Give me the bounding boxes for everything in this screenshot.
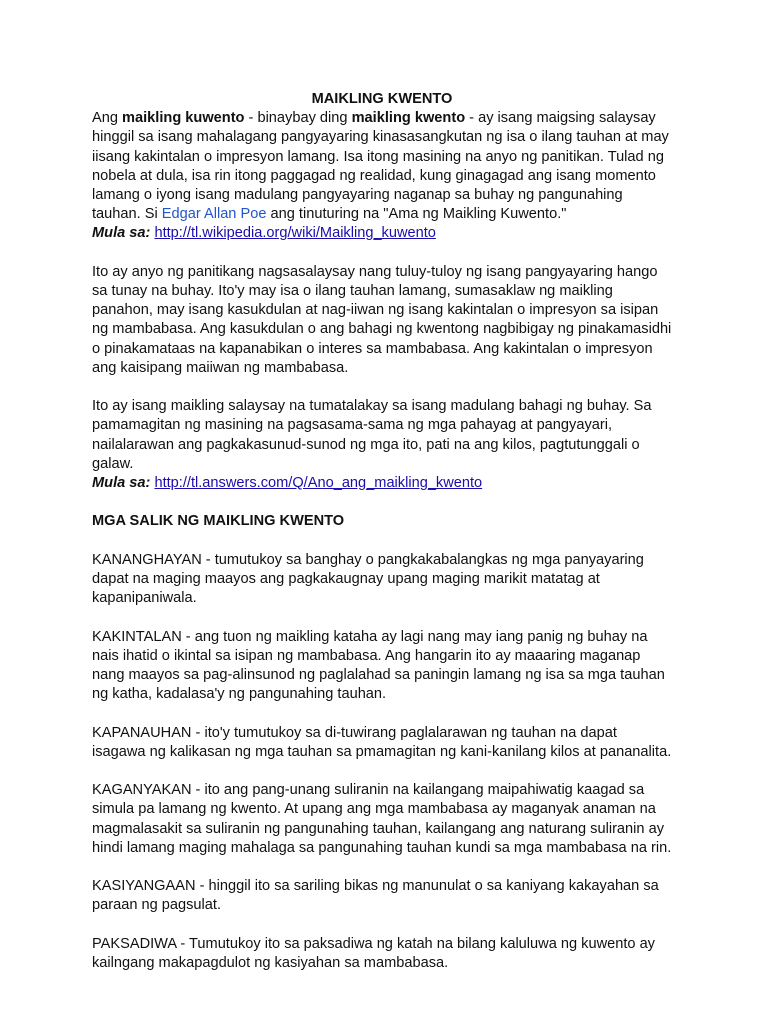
element-kakintalan: KAKINTALAN - ang tuon ng maikling kataha ay lagi nang may iang panig ng buhay na nais ihatid o ikintal sa isipan ng mambabasa. Ang hangarin ito ay maaaring maganap nang maayos sa pag-alinsunod ng paglalahad sa paningin lamang ng isa sa mga tauhan ng katha, kadalasa'y ng pangunahing tauhan. [92,628,665,703]
intro-paragraph [92,109,672,224]
intro-text-1: Ang [92,110,123,127]
source-line-2 [92,474,672,493]
element-kapanauhan: KAPANAUHAN - ito'y tumutukoy sa di-tuwirang paglalarawan ng tauhan na dapat isagawa ng kalikasan ng mga tauhan sa pmamagitan ng kani-kanilang kilos at pananalita. [92,724,672,760]
source-label-2: Mula sa: [92,475,151,492]
element-kasiyangaan: KASIYANGAAN - hinggil ito sa sariling bikas ng manunulat o sa kaniyang kakayahan sa paraan ng pagsulat. [92,878,659,914]
section-heading: MGA SALIK NG MAIKLING KWENTO [92,513,345,530]
intro-text-3: - ay isang maigsing salaysay hinggil sa isang mahalagang pangyayaring kinasasangkutan ng isa o ilang tauhan at may iisang kakintalan o impresyon lamang. Isa itong masining na anyo ng panitikan. Tulad ng nobela at dula, isa rin itong paggagad ng realidad, kung ginagagad ang isang momento lamang o iyong isang madulang pangyayaring naganap sa buhay ng pangunahing tauhan. Si [92,110,669,223]
element-kaganyakan: KAGANYAKAN - ito ang pang-unang suliranin na kailangang maipahiwatig kaagad sa simula pa lamang ng kwento. At upang ang mga mambabasa ay maganyak anaman na magmalasakit sa suliranin ng pangunahing tauhan, kailangang ang naturang suliranin ay hindi lamang maging mahalaga sa pangunahing tauhan kundi sa mga mambabasa na rin. [92,782,672,856]
source-link-answers[interactable]: http://tl.answers.com/Q/Ano_ang_maikling_kwento [154,475,483,492]
element-paksadiwa: PAKSADIWA - Tumutukoy ito sa paksadiwa ng katah na bilang kaluluwa ng kuwento ay kailngang makapagdulot ng kasiyahan sa mambabasa. [92,935,655,971]
source-label-1: Mula sa: [92,225,151,242]
edgar-allan-poe-link[interactable]: Edgar Allan Poe [161,206,267,223]
source-line-1 [92,224,672,243]
intro-text-4: ang tinuturing na "Ama ng Maikling Kuwento." [266,206,567,223]
paragraph-salaysay: Ito ay isang maikling salaysay na tumatalakay sa isang madulang bahagi ng buhay. Sa pamamagitan ng masining na pagsasama-sama ng mga pahayag at pangyayari, nailalarawan ang pagkakasunud-sunod ng mga ito, pati na ang kilos, pagtutunggali o galaw. [92,398,652,472]
page-title: MAIKLING KWENTO [311,91,453,107]
element-kananghayan: KANANGHAYAN - tumutukoy sa banghay o pangkakabalangkas ng mga panyayaring dapat na maging maayos ang pagkakaugnay upang maging marikit matatag at kapanipaniwala. [92,551,644,607]
paragraph-anyo: Ito ay anyo ng panitikang nagsasalaysay nang tuluy-tuloy ng isang pangyayaring hango sa tunay na buhay. Ito'y may isa o ilang tauhan lamang, sumasaklaw ng maikling panahon, may isang kasukdulan at nag-iiwan ng isang kakintalan o impresyon sa isipan ng mambabasa. Ang kasukdulan o ang bahagi ng kwentong nagbibigay ng pinakamasidhi o pinakamataas na kapanabikan o interes sa mambabasa. Ang kakintalan o impresyon ang kaisipang maiiwan ng mambabasa. [92,263,672,376]
intro-bold-1: maikling kuwento [122,110,245,127]
source-link-wikipedia[interactable]: http://tl.wikipedia.org/wiki/Maikling_kuwento [154,225,436,242]
intro-bold-2: maikling kwento [351,110,466,127]
intro-text-2: - binaybay ding [244,110,352,127]
